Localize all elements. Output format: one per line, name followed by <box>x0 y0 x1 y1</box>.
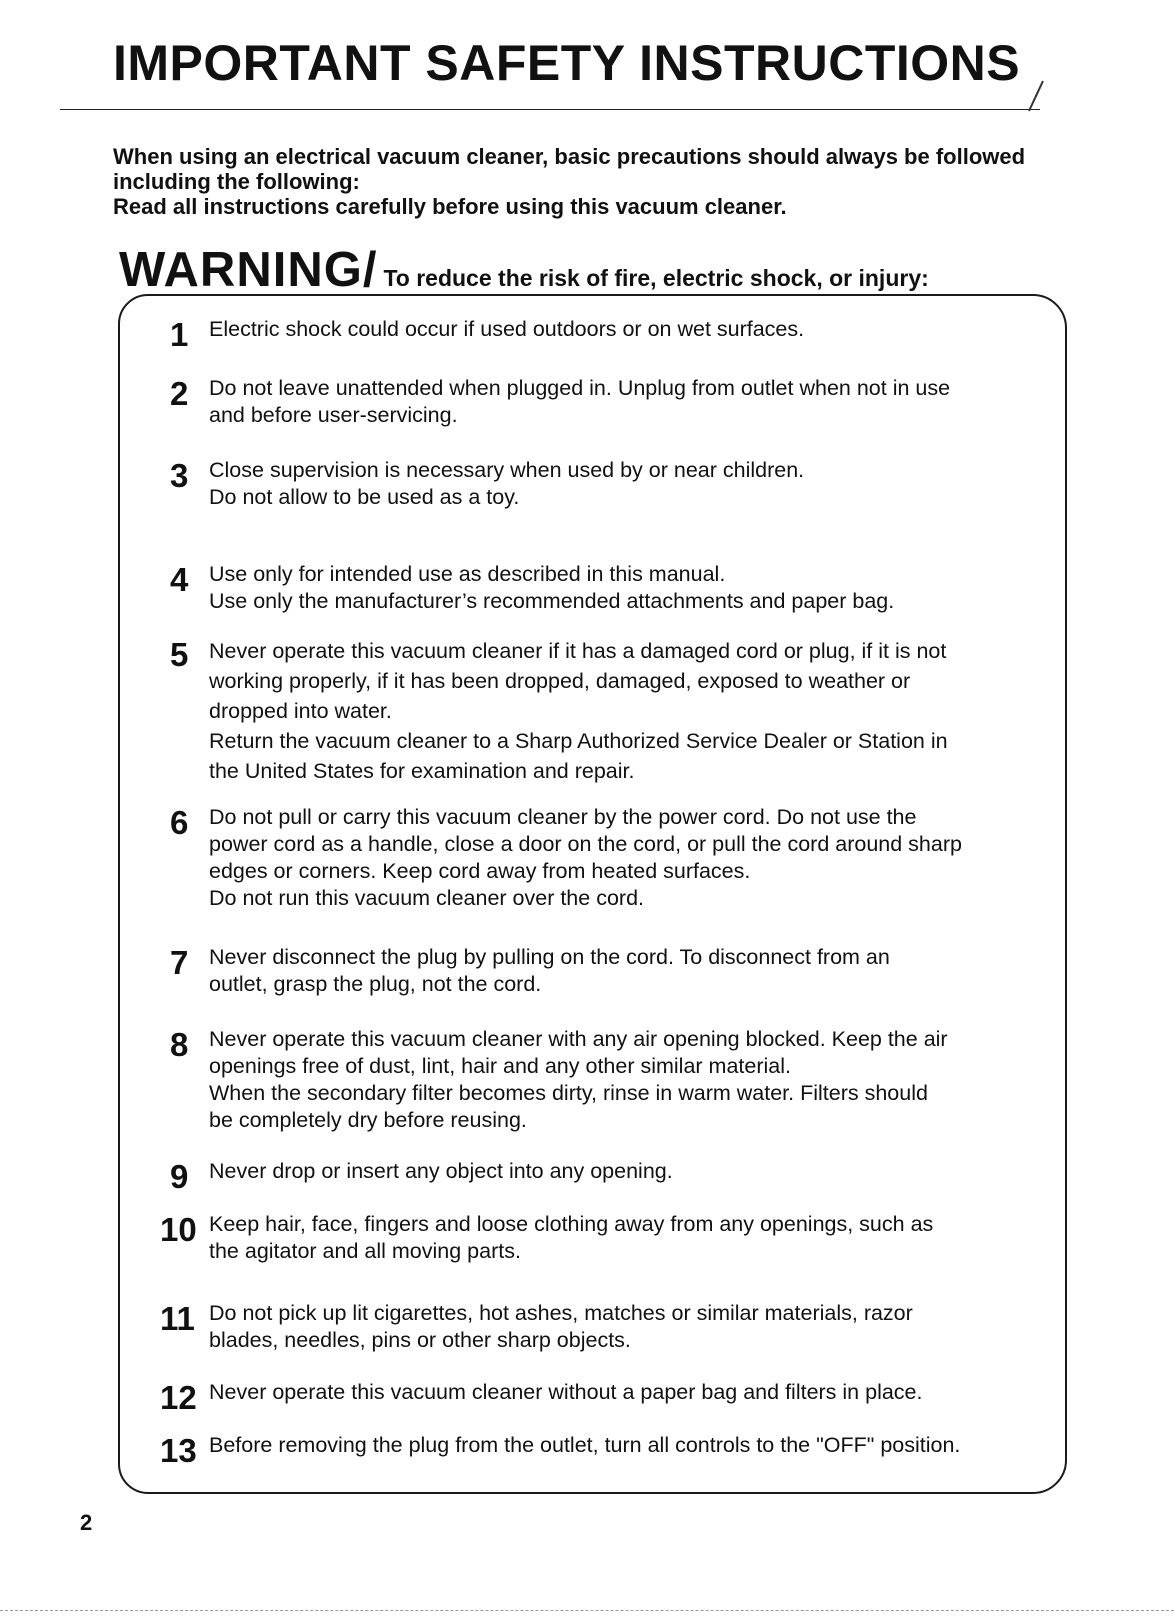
rule-text: Do not leave unattended when plugged in. Unplug from outlet when not in use and before user-servicing. <box>209 376 951 427</box>
rule-text: Do not pull or carry this vacuum cleaner by the power cord. Do not use the power cord as a handle, close a door on the cord, or pull the cord around sharp edges or corners. Keep cord away from heated surfaces. Do not run this vacuum cleaner over the cord. <box>209 805 962 910</box>
rule-text: Close supervision is necessary when used by or near children. Do not allow to be used as a toy. <box>209 458 805 509</box>
title-divider-tick <box>1028 81 1044 112</box>
rule-number: 5 <box>170 636 189 673</box>
rule-text: Never operate this vacuum cleaner if it has a damaged cord or plug, if it is not working properly, if it has been dropped, damaged, exposed to weather or dropped into water. Return the vacuum cleaner to a Sharp Authorized Service Dealer or Station in the United States for examination and repair. <box>209 639 948 783</box>
warning-label: WARNING/ <box>119 243 378 297</box>
rule-number: 1 <box>170 316 189 353</box>
rule-number: 12 <box>160 1379 197 1416</box>
rule-number: 8 <box>170 1026 189 1063</box>
rule-text: Do not pick up lit cigarettes, hot ashes, matches or similar materials, razor blades, needles, pins or other sharp objects. <box>209 1301 913 1352</box>
rule-number: 7 <box>170 944 189 981</box>
rule-number: 10 <box>160 1211 197 1248</box>
rule-text: Never drop or insert any object into any opening. <box>209 1159 673 1183</box>
rule-text: Use only for intended use as described in this manual. Use only the manufacturer’s recommended attachments and paper bag. <box>209 562 895 613</box>
intro-section <box>113 144 1073 219</box>
rule-text: Electric shock could occur if used outdoors or on wet surfaces. <box>209 317 805 341</box>
rule-number: 3 <box>170 457 189 494</box>
intro-precautions: When using an electrical vacuum cleaner, basic precautions should always be followed including the following: <box>113 144 1026 194</box>
bottom-border <box>0 1610 1174 1611</box>
rule-number: 11 <box>160 1300 195 1337</box>
rule-number: 9 <box>170 1158 189 1195</box>
rule-text: Never operate this vacuum cleaner without a paper bag and filters in place. <box>209 1380 923 1404</box>
rule-number: 6 <box>170 804 189 841</box>
page-number: 2 <box>80 1510 93 1535</box>
title-divider <box>60 109 1040 110</box>
rule-number: 13 <box>160 1432 197 1469</box>
rule-text: Never disconnect the plug by pulling on the cord. To disconnect from an outlet, grasp the plug, not the cord. <box>209 945 890 996</box>
intro-read-instructions: Read all instructions carefully before using this vacuum cleaner. <box>113 194 787 219</box>
warning-heading <box>119 243 929 297</box>
rule-text: Before removing the plug from the outlet, turn all controls to the "OFF" position. <box>209 1433 961 1457</box>
warning-subtitle: To reduce the risk of fire, electric shock, or injury: <box>383 265 929 291</box>
rule-text: Keep hair, face, fingers and loose clothing away from any openings, such as the agitator and all moving parts. <box>209 1212 934 1263</box>
rule-number: 2 <box>170 375 189 412</box>
page-title: IMPORTANT SAFETY INSTRUCTIONS <box>113 35 1021 91</box>
rule-text: Never operate this vacuum cleaner with any air opening blocked. Keep the air openings free of dust, lint, hair and any other similar material. When the secondary filter becomes dirty, rinse in warm water. Filters should be completely dry before reusing. <box>209 1027 948 1132</box>
rule-number: 4 <box>170 561 189 598</box>
